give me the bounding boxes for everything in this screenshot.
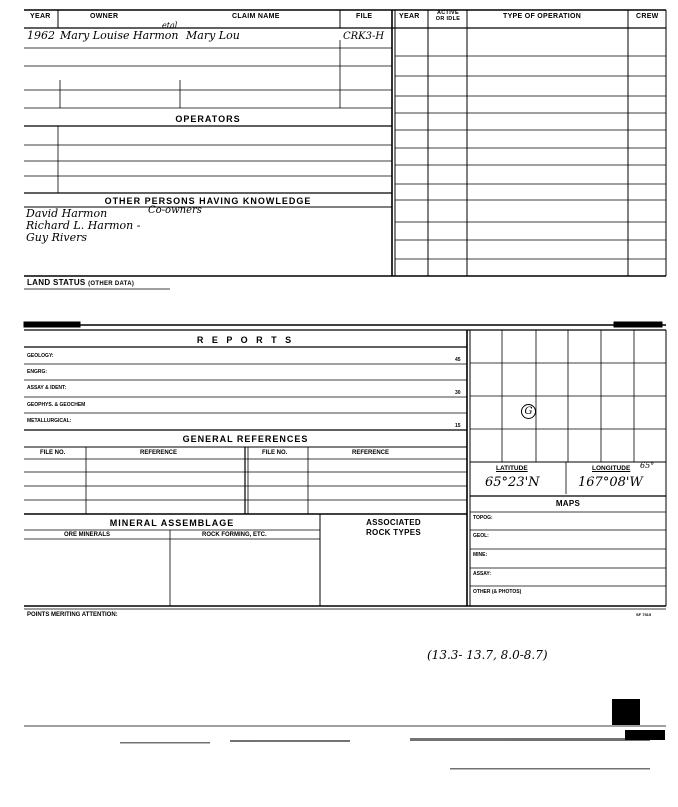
latitude-value: 65°23'N	[485, 475, 540, 490]
gen-ref-file-no-2: FILE NO.	[262, 450, 288, 456]
operators-title: OPERATORS	[175, 114, 241, 124]
other-person-3: Guy Rivers	[26, 231, 88, 244]
grid-mark-circle: G	[521, 404, 536, 419]
report-metallurgical-num: 15	[455, 423, 461, 429]
header-year: YEAR	[30, 13, 51, 20]
points-meriting-attention: POINTS MERITING ATTENTION:	[27, 612, 118, 618]
row1-file: CRK3-H	[343, 31, 385, 42]
header-crew: CREW	[636, 13, 659, 20]
general-references-title: GENERAL REFERENCES	[182, 434, 309, 444]
row1-claim-name: Mary Lou	[186, 29, 240, 42]
latitude-label: LATITUDE	[496, 465, 528, 472]
associated-label: ASSOCIATED	[366, 518, 421, 527]
rock-forming-label: ROCK FORMING, ETC.	[202, 532, 267, 538]
other-person-1: David Harmon	[26, 207, 108, 220]
maps-title: MAPS	[555, 499, 581, 508]
report-geology-num: 45	[455, 357, 461, 363]
gen-ref-reference-2: REFERENCE	[352, 450, 390, 456]
ore-minerals-label: ORE MINERALS	[64, 532, 111, 538]
longitude-value: 167°08'W	[578, 475, 643, 490]
grid-section-mark	[521, 403, 536, 419]
longitude-label: LONGITUDE	[592, 465, 631, 472]
report-assay-num: 30	[455, 390, 461, 396]
header-active-or-idle: ACTIVE OR IDLE	[435, 10, 461, 22]
report-geology: GEOLOGY:	[27, 353, 54, 359]
header-year-2: YEAR	[399, 13, 420, 20]
mineral-assemblage-title: MINERAL ASSEMBLAGE	[109, 518, 235, 528]
row1-owner-note: etal	[162, 21, 178, 30]
maps-geol: GEOL:	[473, 533, 489, 539]
header-file: FILE	[356, 13, 373, 20]
gen-ref-reference-1: REFERENCE	[140, 450, 178, 456]
report-assay: ASSAY & IDENT:	[27, 385, 67, 391]
header-type-of-operation: TYPE OF OPERATION	[503, 13, 582, 20]
other-person-2: Richard L. Harmon -	[26, 219, 141, 232]
report-metallurgical: METALLURGICAL:	[27, 418, 72, 424]
row1-owner: Mary Louise Harmon	[60, 29, 179, 42]
header-owner: OWNER	[90, 13, 119, 20]
land-status-title: LAND STATUS	[27, 278, 86, 287]
report-geophys: GEOPHYS. & GEOCHEM	[27, 402, 86, 408]
maps-assay: ASSAY:	[473, 571, 492, 577]
handwritten-coordinate-note: (13.3- 13.7, 8.0-8.7)	[427, 648, 548, 662]
rock-types-label: ROCK TYPES	[365, 528, 421, 537]
land-status-sublabel: (OTHER DATA)	[88, 281, 135, 287]
form-code: SF 7515	[636, 612, 652, 617]
land-status-label	[27, 278, 134, 287]
report-engrg: ENGRG:	[27, 369, 47, 375]
other-persons-note: Co-owners	[148, 205, 202, 216]
reports-title: R E P O R T S	[196, 335, 295, 345]
header-claim-name: CLAIM NAME	[232, 13, 280, 20]
maps-mine: MINE:	[473, 552, 488, 558]
row1-year: 1962	[27, 29, 55, 42]
maps-other: OTHER (& PHOTOS)	[473, 589, 522, 595]
longitude-note: 65°	[640, 461, 655, 470]
maps-topog: TOPOG:	[473, 515, 493, 521]
other-persons-title: OTHER PERSONS HAVING KNOWLEDGE	[104, 196, 312, 206]
gen-ref-file-no-1: FILE NO.	[40, 450, 66, 456]
